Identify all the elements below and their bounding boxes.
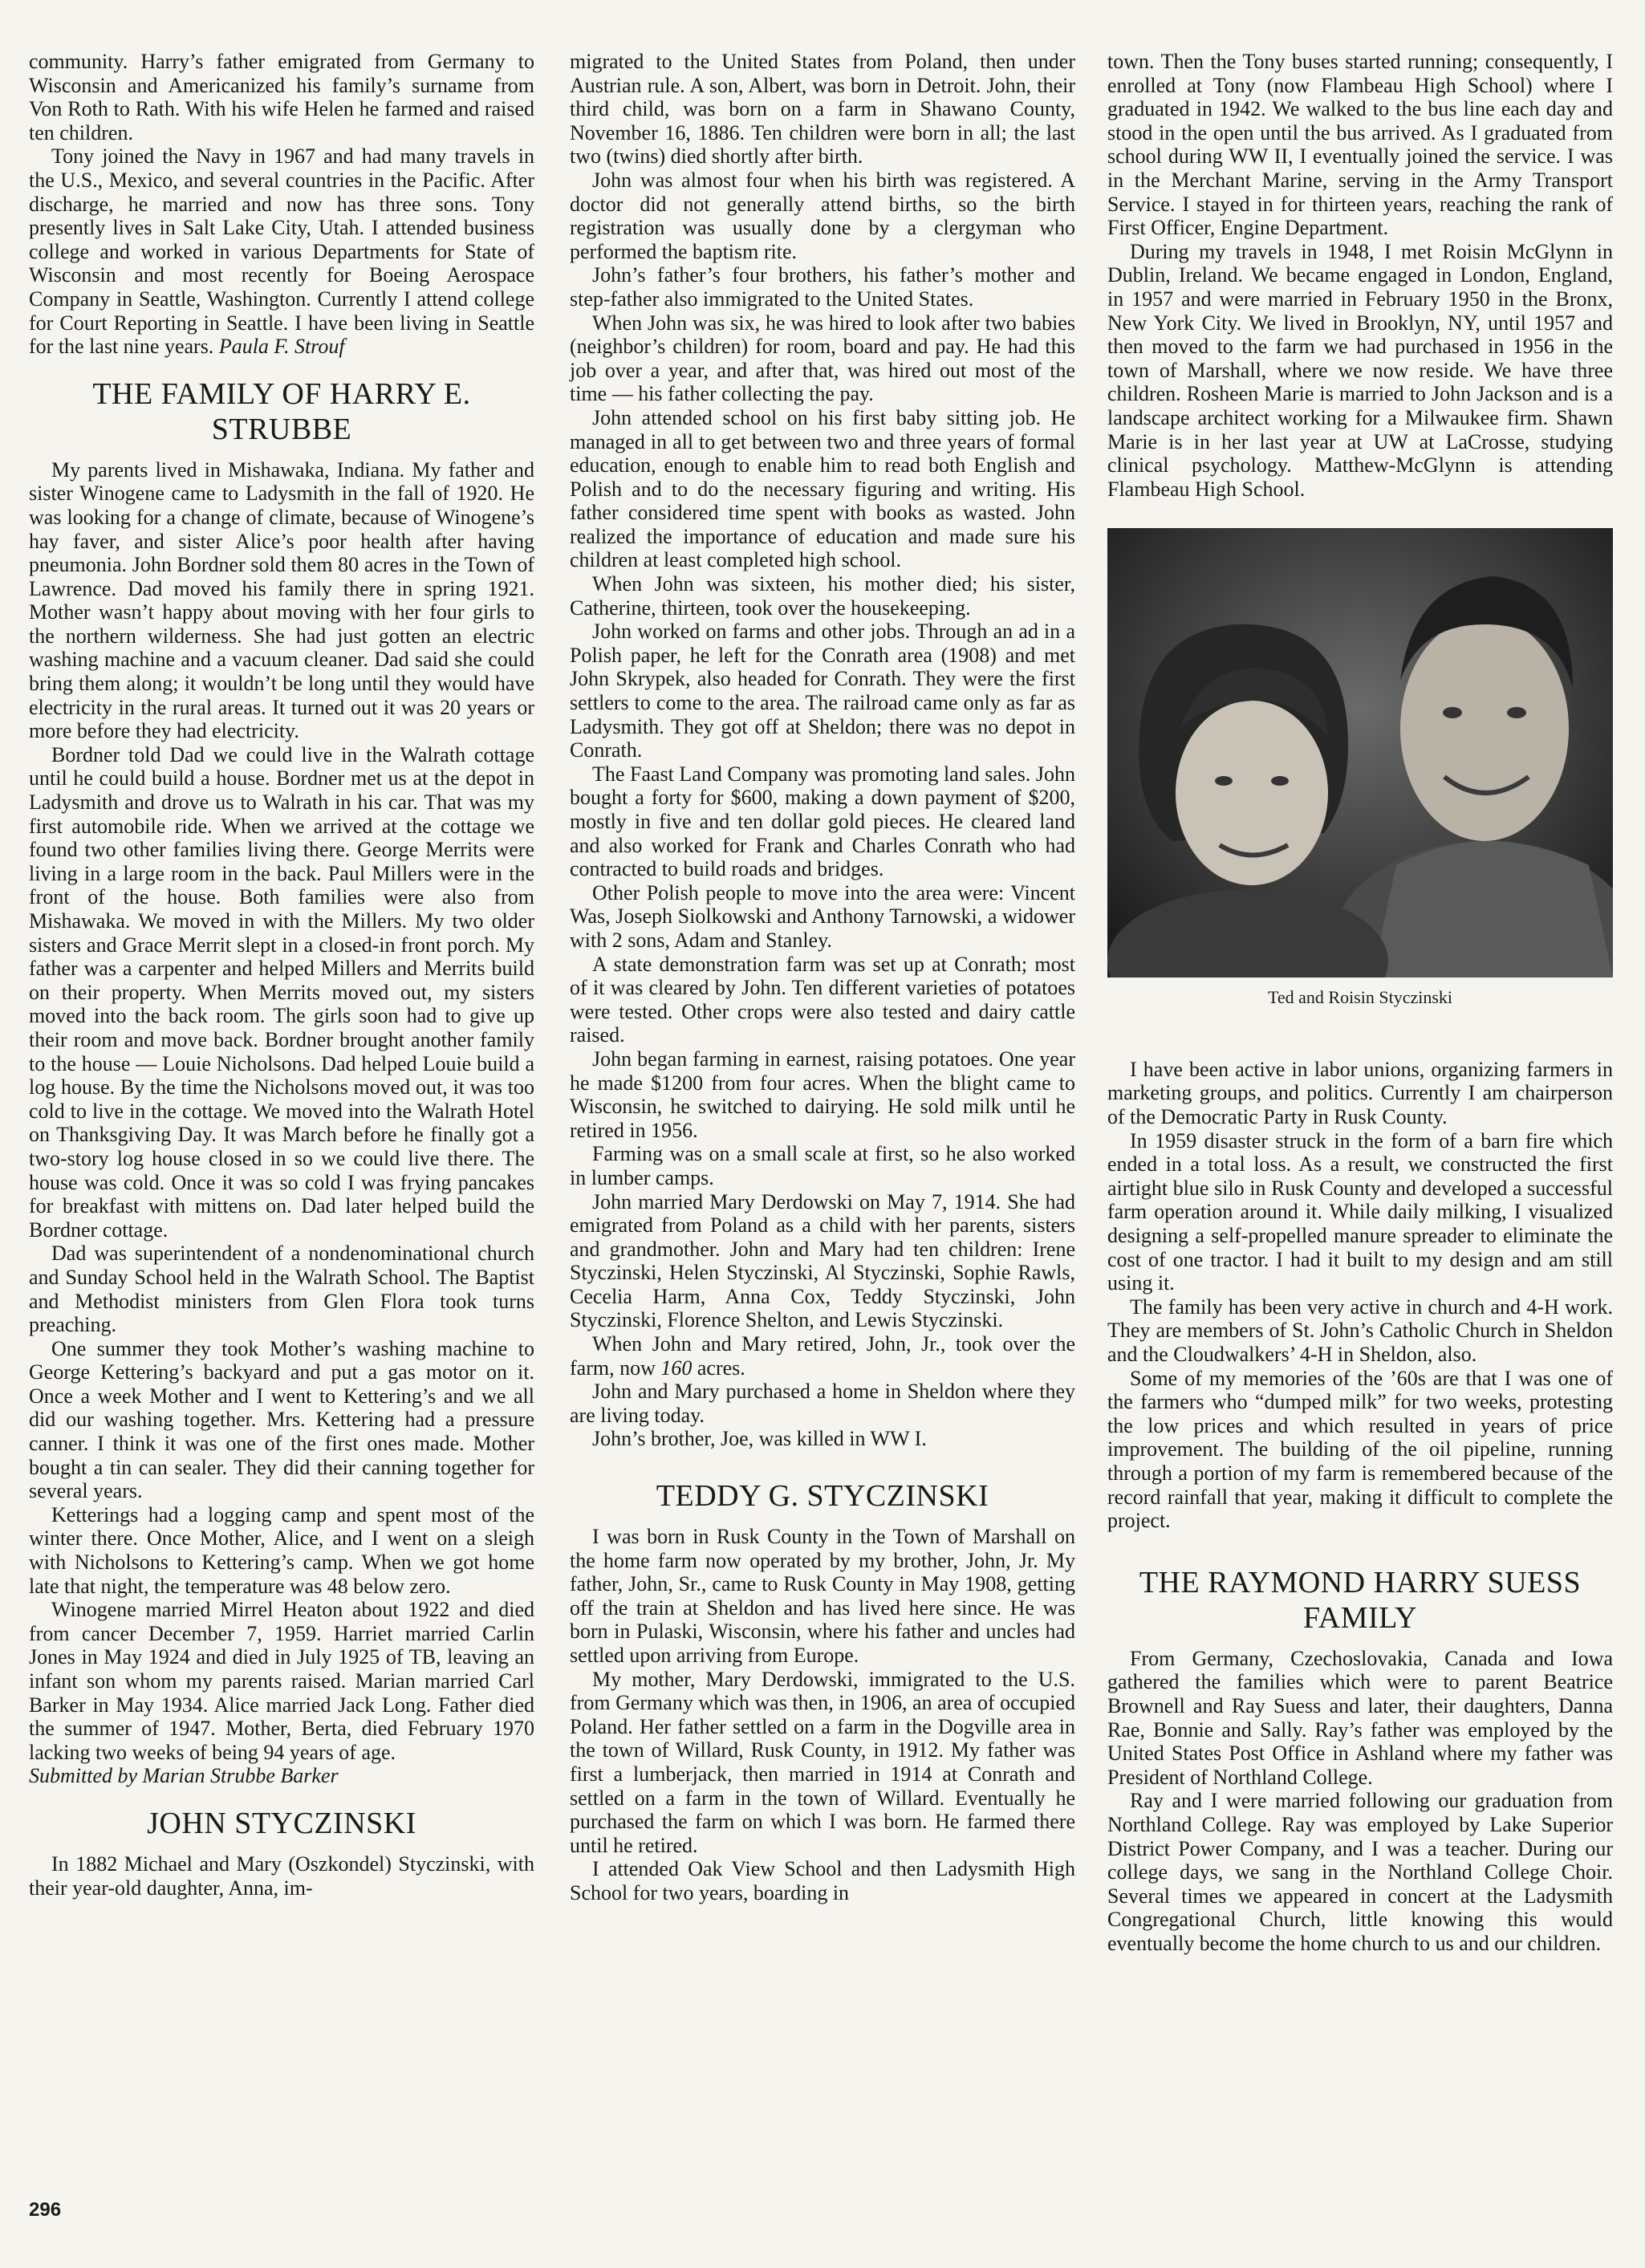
paragraph: I have been active in labor unions, organizing farmers in marketing groups, and politics. Currently I am chairperson of the Democratic Party in Rusk County. — [1107, 1057, 1613, 1129]
paragraph: The Faast Land Company was promoting land sales. John bought a forty for $600, making a down payment of $200, mostly in five and ten dollar gold pieces. He cleared land and also worked for Frank and Charles Conrath who had contracted to build roads and bridges. — [570, 762, 1075, 881]
paragraph: One summer they took Mother’s washing machine to George Kettering’s backyard and put a gas motor on it. Once a week Mother and I went to Kettering’s and we all did our washing together. Mrs. Kettering had a pressure canner. I think it was one of the first ones made. Mother bought a tin can sealer. They did their canning together for several years. — [29, 1336, 534, 1503]
paragraph: Tony joined the Navy in 1967 and had many travels in the U.S., Mexico, and several countries in the Pacific. After discharge, he married and now has three sons. Tony presently lives in Salt Lake City, Utah. I attended business college and worked in various Departments for State of Wisconsin and most recently for Boeing Aerospace Company in Seattle, Washington. Currently I attend college for Court Reporting in Seattle. I have been living in Seattle for the last nine years. Paula F. Strouf — [29, 144, 534, 359]
section-heading: JOHN STYCZINSKI — [147, 1806, 416, 1840]
paragraph: From Germany, Czechoslovakia, Canada and Iowa gathered the families which were to parent Beatrice Brownell and Ray Suess and later, their daughters, Danna Rae, Bonnie and Sally. Ray’s father was employed by the United States Post Office in Ashland where my father was President of Northland College. — [1107, 1646, 1613, 1789]
paragraph: Dad was superintendent of a nondenominational church and Sunday School held in the Walrath School. The Baptist and Methodist ministers from Glen Flora took turns preaching. — [29, 1242, 534, 1337]
paragraph: A state demonstration farm was set up at Conrath; most of it was cleared by John. Ten different varieties of potatoes were tested. Other crops were also tested and dairy cattle raised. — [570, 952, 1075, 1047]
paragraph: migrated to the United States from Poland, then under Austrian rule. A son, Albert, was born in Detroit. John, their third child, was born on a farm in Shawano County, November 16, 1886. Ten children were born in all; the last two (twins) died shortly after birth. — [570, 50, 1075, 169]
section-heading: THE FAMILY OF HARRY E. STRUBBE — [92, 376, 471, 446]
section-heading: THE RAYMOND HARRY SUESS FAMILY — [1139, 1565, 1582, 1635]
column-3 — [1107, 50, 1613, 1955]
paragraph: During my travels in 1948, I met Roisin McGlynn in Dublin, Ireland. We became engaged in London, England, in 1957 and were married in February 1950 in the Bronx, New York City. We lived in Brooklyn, NY, until 1957 and then moved to the farm we had purchased in 1956 in the town of Marshall, where we now reside. We have three children. Rosheen Marie is married to John Jackson and is a landscape architect working for a Milwaukee firm. Shawn Marie is in her last year at UW at LaCrosse, studying clinical psychology. Matthew-McGlynn is attending Flambeau High School. — [1107, 239, 1613, 501]
signature: Submitted by Marian Strubbe Barker — [29, 1764, 339, 1788]
paragraph: community. Harry’s father emigrated from Germany to Wisconsin and Americanized his family’s surname from Von Roth to Rath. With his wife Helen he farmed and raised ten children. — [29, 50, 534, 144]
paragraph: John married Mary Derdowski on May 7, 1914. She had emigrated from Poland as a child with her parents, sisters and grandmother. John and Mary had ten children: Irene Styczinski, Helen Styczinski, Al Styczinski, Sophie Rawls, Cecelia Harm, Anna Cox, Teddy Styczinski, John Styczinski, Florence Shelton, and Lewis Styczinski. — [570, 1189, 1075, 1332]
column-2 — [570, 50, 1075, 1905]
portrait-photo — [1107, 528, 1613, 978]
paragraph: Farming was on a small scale at first, so he also worked in lumber camps. — [570, 1142, 1075, 1189]
paragraph: Ketterings had a logging camp and spent most of the winter there. Once Mother, Alice, and I went on a sleigh with Nicholsons to Kettering’s camp. When we got home late that night, the temperature was 48 below zero. — [29, 1502, 534, 1598]
paragraph: John and Mary purchased a home in Sheldon where they are living today. — [570, 1380, 1075, 1427]
paragraph: Some of my memories of the ’60s are that I was one of the farmers who “dumped milk” for two weeks, protesting the low prices and which resulted in years of price improvement. The building of the oil pipeline, running through a portion of my farm is remembered because of the record rainfall that year, making it difficult to complete the project. — [1107, 1366, 1613, 1533]
paragraph: John’s brother, Joe, was killed in WW I. — [592, 1427, 927, 1451]
paragraph: Other Polish people to move into the area were: Vincent Was, Joseph Siolkowski and Anthony Tarnowski, a widower with 2 sons, Adam and Stanley. — [570, 880, 1075, 952]
paragraph: I was born in Rusk County in the Town of Marshall on the home farm now operated by my brother, John, Jr. My father, John, Sr., came to Rusk County in May 1908, getting off the train at Sheldon and has lived here since. He was born in Pulaski, Wisconsin, where his father and uncles had settled upon arriving from Europe. — [570, 1525, 1075, 1667]
paragraph: Winogene married Mirrel Heaton about 1922 and died from cancer December 7, 1959. Harriet married Carlin Jones in May 1924 and died in July 1925 of TB, leaving an infant son whom my parents raised. Marian married Carl Barker in May 1934. Alice married Jack Long. Father died the summer of 1947. Mother, Berta, died February 1970 lacking two weeks of being 94 years of age. — [29, 1598, 534, 1764]
paragraph: John’s father’s four brothers, his father’s mother and step-father also immigrated to the United States. — [570, 263, 1075, 311]
paragraph: The family has been very active in church and 4-H work. They are members of St. John’s Catholic Church in Sheldon and the Cloudwalkers’ 4-H in Sheldon, also. — [1107, 1295, 1613, 1366]
paragraph: When John was six, he was hired to look after two babies (neighbor’s children) for room, board and pay. He had this job over a year, and after that, was hired out most of the time — his father collecting the pay. — [570, 311, 1075, 406]
photo-caption: Ted and Roisin Styczinski — [1267, 987, 1453, 1008]
paragraph: John began farming in earnest, raising potatoes. One year he made $1200 from four acres. When the blight came to Wisconsin, he switched to dairying. He sold milk until he retired in 1956. — [570, 1047, 1075, 1142]
paragraph: Bordner told Dad we could live in the Walrath cottage until he could build a house. Bordner met us at the depot in Ladysmith and drove us to Walrath in his car. That was my first automobile ride. When we arrived at the cottage we found two other families living there. George Merrits were living in a large room in the back. Paul Millers were in the front of the house. Both families were also from Mishawaka. We moved in with the Millers. My two older sisters and Grace Merrit slept in a closed-in front porch. My father was a carpenter and helped Millers and Merrits build on their property. When Merrits moved out, my sisters moved into the back room. The girls soon had to give up their room and move back. Bordner brought another family to the house — Louie Nicholsons. Dad helped Louie build a log house. By the time the Nicholsons moved out, it was too cold to live in the cottage. We moved into the Walrath Hotel on Thanksgiving Day. It was March before he finally got a two-story log house closed in so we could live there. The house was cold. Once it was so cold I was frying pancakes for breakfast with mittens on. Dad later helped build the Bordner cottage. — [29, 742, 534, 1242]
portrait-illustration — [1107, 528, 1613, 978]
paragraph: In 1882 Michael and Mary (Oszkondel) Styczinski, with their year-old daughter, Anna, im- — [29, 1851, 534, 1900]
paragraph: My mother, Mary Derdowski, immigrated to the U.S. from Germany which was then, in 1906, an area of occupied Poland. Her father settled on a farm in the Dogville area in the town of Willard, Rusk County, in 1912. My father was first a lumberjack, then married in 1914 at Conrath and settled on a farm in the town of Willard. Eventually he purchased the farm on which I was born. He farmed there until he retired. — [570, 1667, 1075, 1857]
paragraph: When John and Mary retired, John, Jr., took over the farm, now 160 acres. — [570, 1332, 1075, 1380]
paragraph: Ray and I were married following our graduation from Northland College. Ray was employed by Lake Superior District Power Company, and I was a teacher. During our college days, we sang in the Northland College Choir. Several times we appeared in concert at the Ladysmith Congregational Church, little knowing this would eventually become the home church to us and our children. — [1107, 1789, 1613, 1955]
paragraph: town. Then the Tony buses started running; consequently, I enrolled at Tony (now Flambeau High School) where I graduated in 1942. We walked to the bus line each day and stood in the open until the bus arrived. As I graduated from school during WW II, I eventually joined the service. I was in the Merchant Marine, serving in the Army Transport Service. I stayed in for thirteen years, reaching the rank of First Officer, Engine Department. — [1107, 50, 1613, 240]
paragraph: In 1959 disaster struck in the form of a barn fire which ended in a total loss. As a result, we constructed the first airtight blue silo in Rusk County and developed a successful farm operation around it. While daily milking, I visualized designing a self-propelled manure spreader to eliminate the cost of one tractor. I had it built to my design and am still using it. — [1107, 1128, 1613, 1295]
paragraph: John worked on farms and other jobs. Through an ad in a Polish paper, he left for the Conrath area (1908) and met John Skrypek, also headed for Conrath. They were the first settlers to come to the area. The railroad came only as far as Ladysmith. They got off at Sheldon; there was no depot in Conrath. — [570, 620, 1075, 762]
page-number: 296 — [29, 2199, 62, 2221]
photo-figure — [1107, 528, 1613, 1010]
section-heading: TEDDY G. STYCZINSKI — [656, 1479, 989, 1514]
signature: Paula F. Strouf — [218, 335, 345, 359]
paragraph: John was almost four when his birth was registered. A doctor did not generally attend births, so the birth registration was usually done by a clergyman who performed the baptism rite. — [570, 168, 1075, 263]
paragraph: When John was sixteen, his mother died; his sister, Catherine, thirteen, took over the housekeeping. — [570, 572, 1075, 620]
paragraph: My parents lived in Mishawaka, Indiana. My father and sister Winogene came to Ladysmith in the fall of 1920. He was looking for a change of climate, because of Winogene’s hay faver, and sister Alice’s poor health after having pneumonia. John Bordner sold them 80 acres in the Town of Lawrence. Dad moved his family there in spring 1921. Mother wasn’t happy about moving with her four girls to the northern wilderness. She had just gotten an electric washing machine and a vacuum cleaner. Dad said she could bring them along; it wouldn’t be long until they would have electricity in the rural areas. It turned out it was 20 years or more before they had electricity. — [29, 457, 534, 743]
column-1 — [29, 50, 534, 1900]
paragraph: I attended Oak View School and then Ladysmith High School for two years, boarding in — [570, 1857, 1075, 1904]
paragraph: John attended school on his first baby sitting job. He managed in all to get between two and three years of formal education, enough to enable him to read both English and Polish and to do the necessary figuring and writing. His father considered time spent with books as wasted. John realized the importance of education and made sure his children at least completed high school. — [570, 405, 1075, 572]
